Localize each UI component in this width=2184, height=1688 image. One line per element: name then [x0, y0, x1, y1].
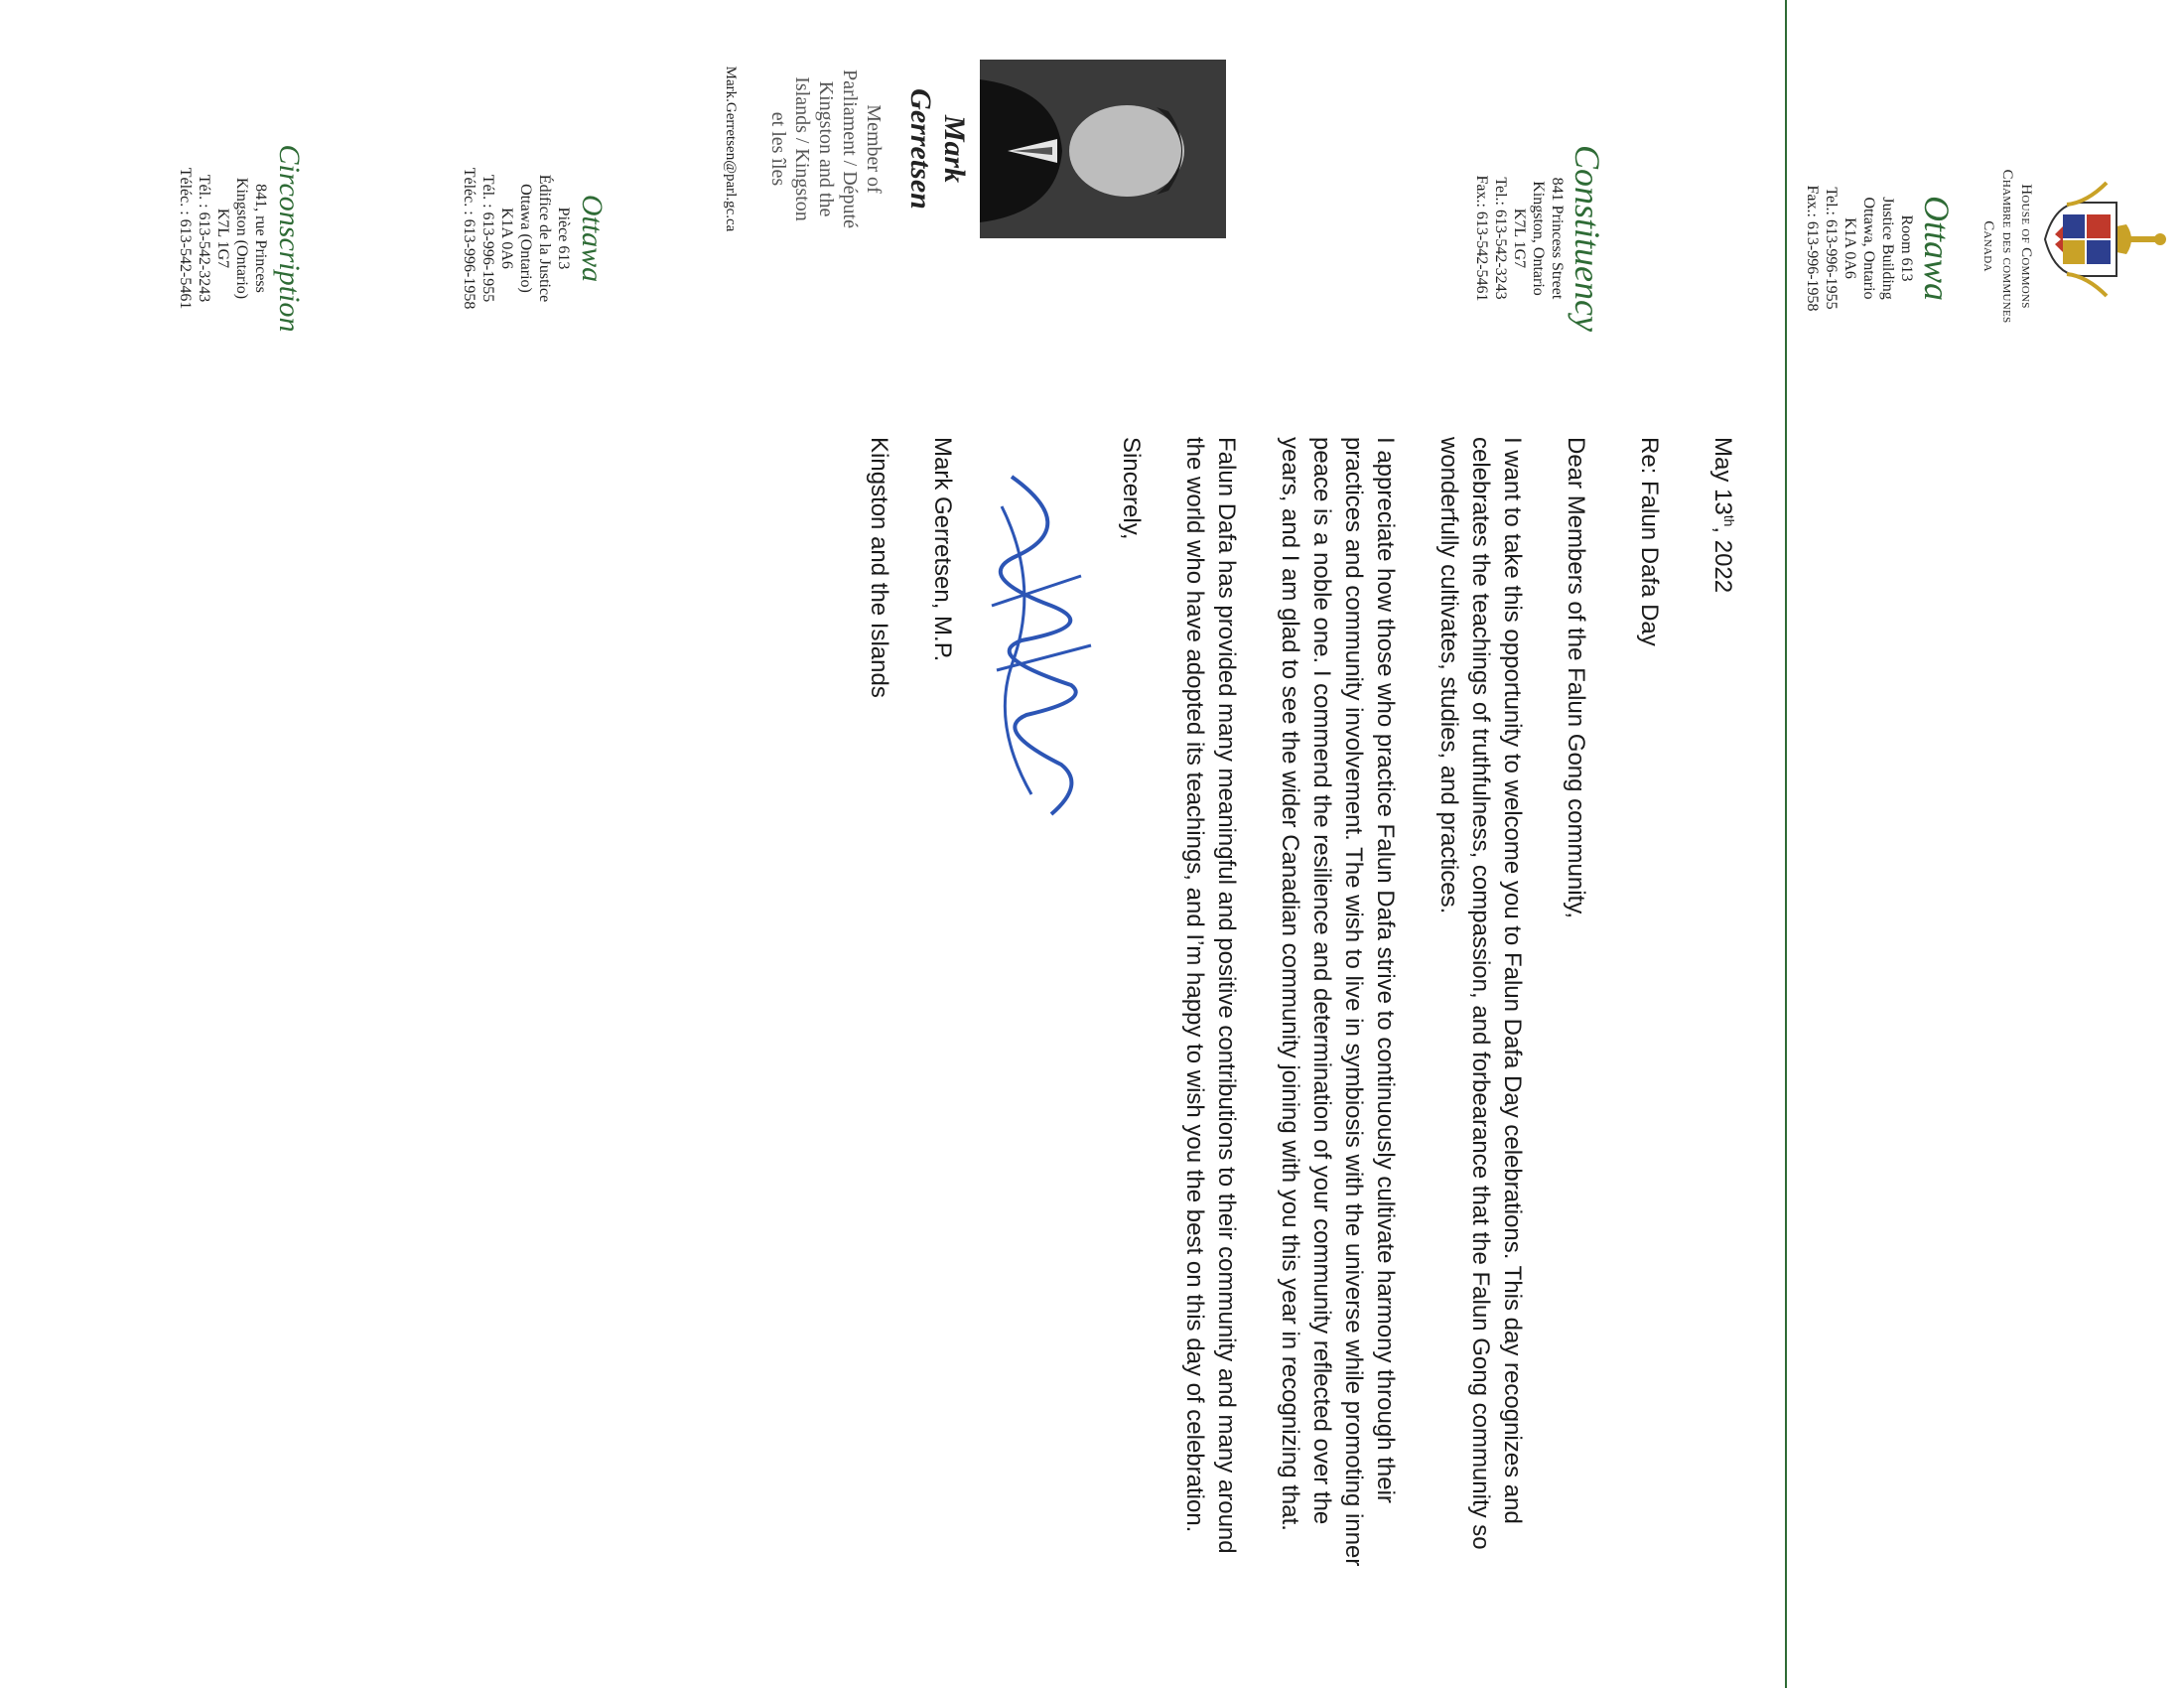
ottawa-line: K1A 0A6 — [1842, 217, 1858, 279]
date-day: May 13 — [1709, 437, 1736, 515]
circonscription-line: 841, rue Princess — [252, 184, 269, 293]
mp-last-name: Gerretsen — [904, 88, 937, 210]
ottawa-fr-line: Pièce 613 — [555, 207, 572, 270]
letter-paragraph-2: I appreciate how those who practice Falun Dafa strive to continuously cultivate harmony through their practices and community involvement. The wish to live in symbiosis with the universe while promoting inner peace is a noble one. I commend the resilience and determination of your community reflected over the years, and I am glad to see the wider Canadian community joining with you this year in recognizing that. — [1277, 437, 1399, 1567]
letter-salutation: Dear Members of the Falun Gong community, — [1563, 437, 1589, 919]
ottawa-office-title: Ottawa — [1917, 195, 1957, 301]
circonscription-office — [176, 89, 308, 387]
letter-subject: Re: Falun Dafa Day — [1636, 437, 1663, 646]
country: Canada — [1980, 220, 1996, 272]
signer-name: Mark Gerretsen, M.P. — [929, 437, 956, 662]
mp-role-line: Member of — [863, 104, 885, 194]
circonscription-phone: Tél. : 613-542-3243 — [196, 174, 212, 303]
mp-role-line: Parliament / Député — [839, 70, 861, 228]
letter-paragraph-1: I want to take this opportunity to welcome you to Falun Dafa Day celebrations. This day recognizes and celebrates the teachings of truthfulness, compassion, and forbearance that the Falun Gong community so wonderfully cultivates, studies, and practices. — [1435, 437, 1526, 1550]
mp-identity — [721, 40, 971, 258]
mp-portrait — [980, 60, 1226, 238]
ottawa-line: Room 613 — [1898, 214, 1915, 282]
ottawa-office-fr — [460, 109, 611, 367]
signer-riding: Kingston and the Islands — [866, 437, 892, 698]
letter-closing: Sincerely, — [1118, 437, 1145, 540]
date-year: , 2022 — [1709, 526, 1736, 594]
circonscription-line: Kingston (Ontario) — [233, 177, 250, 300]
ottawa-line: Ottawa, Ontario — [1860, 197, 1877, 300]
signature-image — [972, 467, 1111, 824]
house-of-commons-crest-icon — [2043, 175, 2166, 304]
letter-body — [863, 437, 1745, 1579]
mp-role-line: et les îles — [767, 111, 789, 187]
ottawa-phone: Tel.: 613-996-1955 — [1823, 187, 1840, 310]
ottawa-fr-fax: Téléc. : 613-996-1958 — [461, 167, 478, 310]
mp-role-line: Kingston and the — [815, 80, 837, 217]
ottawa-fr-phone: Tél. : 613-996-1955 — [479, 174, 496, 303]
date-suffix: th — [1721, 514, 1737, 527]
header-divider — [1785, 0, 1787, 1688]
mp-role-line: Islands / Kingston — [791, 76, 813, 221]
ottawa-fax: Fax.: 613-996-1958 — [1804, 185, 1821, 312]
house-fr: Chambre des communes — [1999, 169, 2015, 324]
ottawa-office-en — [1803, 119, 1958, 377]
ottawa-fr-line: Édifice de la Justice — [536, 174, 553, 303]
circonscription-line: K7L 1G7 — [214, 208, 231, 269]
constituency-line: Kingston, Ontario — [1530, 181, 1547, 296]
house-en: House of Commons — [2018, 184, 2034, 309]
mp-email[interactable]: Mark.Gerretsen@parl.gc.ca — [723, 66, 739, 232]
letter-date — [1706, 437, 1745, 1579]
constituency-phone: Tel.: 613-542-3243 — [1492, 177, 1509, 300]
letter-paragraph-3: Falun Dafa has provided many meaningful and positive contributions to their community and many around the world who have adopted its teachings, and I’m happy to wish you the best on this day of celebration. — [1181, 437, 1240, 1554]
constituency-fax: Fax.: 613-542-5461 — [1473, 175, 1490, 302]
constituency-office — [1472, 89, 1608, 387]
ottawa-fr-line: Ottawa (Ontario) — [517, 184, 534, 293]
house-of-commons-label — [1979, 97, 2035, 395]
circonscription-title: Circonscription — [273, 144, 306, 333]
circonscription-fax: Téléc. : 613-542-5461 — [177, 167, 194, 310]
constituency-line: K7L 1G7 — [1511, 208, 1528, 269]
ottawa-fr-title: Ottawa — [576, 194, 609, 283]
mp-first-name: Mark — [938, 114, 971, 184]
constituency-title: Constituency — [1568, 145, 1607, 332]
constituency-line: 841 Princess Street — [1549, 177, 1566, 300]
ottawa-line: Justice Building — [1879, 197, 1896, 300]
ottawa-fr-line: K1A 0A6 — [498, 208, 515, 269]
